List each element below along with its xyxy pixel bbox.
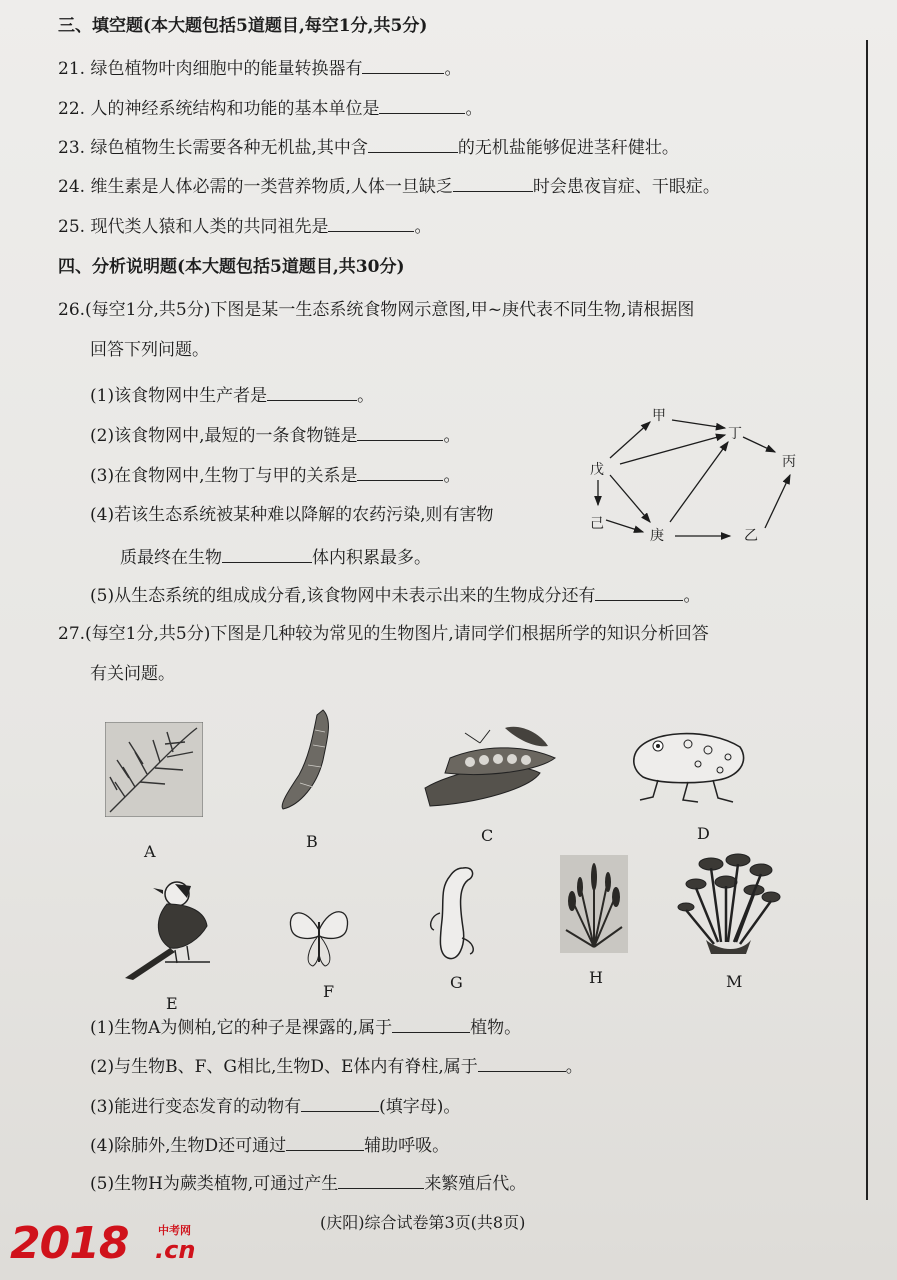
figure-label-a: A xyxy=(144,842,156,861)
question-27-intro: 27.(每空1分,共5分)下图是几种较为常见的生物图片,请同学们根据所学的知识分析回答 xyxy=(58,624,709,644)
question-27-1: (1)生物A为侧柏,它的种子是裸露的,属于 植物。 xyxy=(90,1014,521,1040)
figure-label-d: D xyxy=(697,824,710,843)
answer-blank[interactable] xyxy=(286,1132,364,1151)
answer-blank[interactable] xyxy=(368,134,458,153)
question-26-3: (3)在食物网中,生物丁与甲的关系是 。 xyxy=(90,462,460,488)
figure-label-c: C xyxy=(481,826,494,845)
answer-blank[interactable] xyxy=(478,1053,566,1072)
answer-blank[interactable] xyxy=(328,213,414,232)
section4-heading: 四、分析说明题(本大题包括5道题目,共30分) xyxy=(58,257,405,277)
figure-label-b: B xyxy=(306,832,318,851)
answer-blank[interactable] xyxy=(338,1170,424,1189)
question-21: 21. 绿色植物叶肉细胞中的能量转换器有 。 xyxy=(58,55,461,81)
question-27-4: (4)除肺外,生物D还可通过 辅助呼吸。 xyxy=(90,1132,449,1158)
question-26-4-cont: 质最终在生物 体内积累最多。 xyxy=(120,544,431,570)
watermark-logo-year: 2018 xyxy=(10,1218,129,1269)
answer-blank[interactable] xyxy=(301,1093,379,1112)
food-web-diagram xyxy=(580,400,820,550)
answer-blank[interactable] xyxy=(357,422,443,441)
answer-blank[interactable] xyxy=(357,462,443,481)
earthworm-image xyxy=(275,705,345,815)
question-26-intro: 26.(每空1分,共5分)下图是某一生态系统食物网示意图,甲~庚代表不同生物,请根据图 xyxy=(58,300,695,320)
figure-label-g: G xyxy=(450,973,463,992)
question-26-5: (5)从生态系统的组成成分看,该食物网中未表示出来的生物成分还有 。 xyxy=(90,582,700,608)
question-23: 23. 绿色植物生长需要各种无机盐,其中含 的无机盐能够促进茎秆健壮。 xyxy=(58,134,679,160)
answer-blank[interactable] xyxy=(222,544,312,563)
frog-image xyxy=(628,722,753,807)
watermark-logo-site: 中考网 xyxy=(158,1224,191,1237)
mushroom-image xyxy=(676,852,786,962)
question-26-intro-cont: 回答下列问题。 xyxy=(90,340,209,360)
figure-label-m: M xyxy=(726,972,743,991)
leech-image xyxy=(418,858,488,968)
butterfly-image xyxy=(285,900,353,972)
question-25: 25. 现代类人猿和人类的共同祖先是 。 xyxy=(58,213,431,239)
figure-label-e: E xyxy=(166,994,178,1013)
section3-heading: 三、填空题(本大题包括5道题目,每空1分,共5分) xyxy=(58,16,428,36)
answer-blank[interactable] xyxy=(453,173,533,192)
watermark-logo-domain: .cn xyxy=(155,1236,196,1264)
node-geng: 庚 xyxy=(650,528,664,544)
node-jia: 甲 xyxy=(652,408,666,424)
answer-blank[interactable] xyxy=(362,55,444,74)
margin-rule xyxy=(866,40,868,1200)
question-27-2: (2)与生物B、F、G相比,生物D、E体内有脊柱,属于 。 xyxy=(90,1053,583,1079)
fern-image xyxy=(560,855,628,953)
pea-pods-image xyxy=(420,718,565,813)
page-footer: (庆阳)综合试卷第3页(共8页) xyxy=(320,1213,526,1232)
answer-blank[interactable] xyxy=(379,95,465,114)
question-27-3: (3)能进行变态发育的动物有 (填字母)。 xyxy=(90,1093,460,1119)
figure-label-f: F xyxy=(323,982,335,1001)
node-ji: 己 xyxy=(590,516,604,532)
bird-image xyxy=(115,878,225,983)
answer-blank[interactable] xyxy=(595,582,683,601)
figure-label-h: H xyxy=(589,968,603,987)
node-yi: 乙 xyxy=(744,528,758,544)
arborvitae-image xyxy=(105,722,203,817)
answer-blank[interactable] xyxy=(392,1014,470,1033)
node-ding: 丁 xyxy=(728,426,742,442)
node-bing: 丙 xyxy=(782,454,796,470)
question-27-intro-cont: 有关问题。 xyxy=(90,664,175,684)
question-22: 22. 人的神经系统结构和功能的基本单位是 。 xyxy=(58,95,482,121)
question-26-4: (4)若该生态系统被某种难以降解的农药污染,则有害物 xyxy=(90,505,494,525)
question-26-1: (1)该食物网中生产者是 。 xyxy=(90,382,374,408)
question-27-5: (5)生物H为蕨类植物,可通过产生 来繁殖后代。 xyxy=(90,1170,526,1196)
question-24: 24. 维生素是人体必需的一类营养物质,人体一旦缺乏 时会患夜盲症、干眼症。 xyxy=(58,173,720,199)
question-26-2: (2)该食物网中,最短的一条食物链是 。 xyxy=(90,422,460,448)
answer-blank[interactable] xyxy=(267,382,357,401)
node-wu: 戊 xyxy=(590,462,604,478)
